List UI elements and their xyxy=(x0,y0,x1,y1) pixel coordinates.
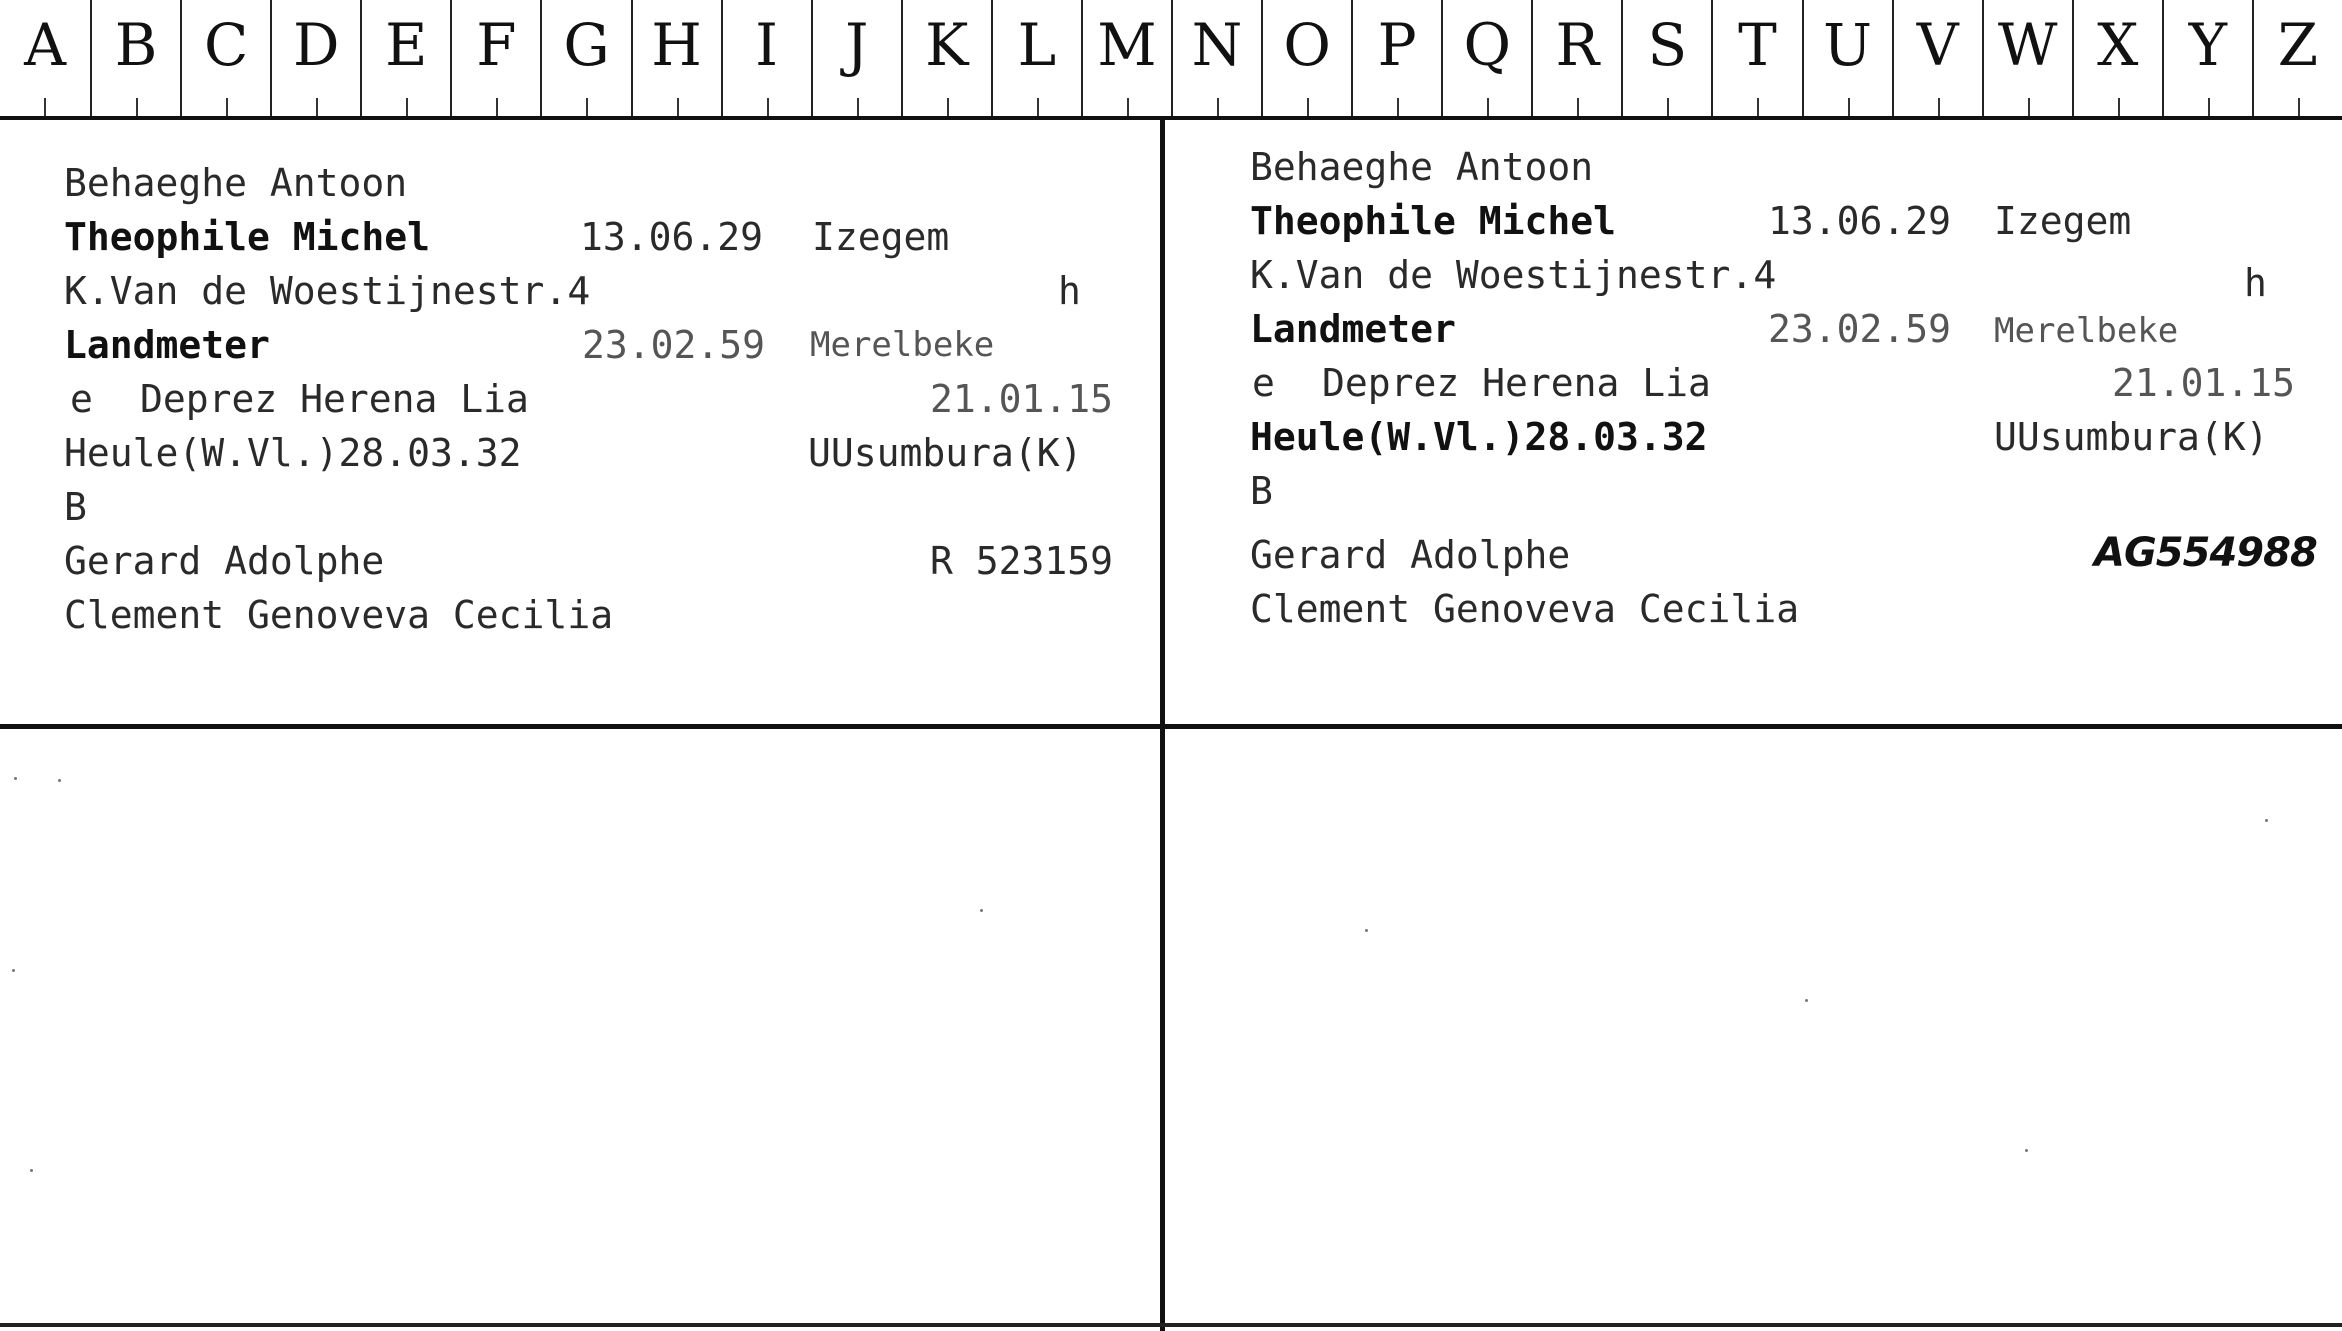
index-letter-d xyxy=(270,0,360,116)
index-letter-label: M xyxy=(1097,11,1157,79)
index-letter-z xyxy=(2252,0,2342,116)
index-letter-a xyxy=(0,0,90,116)
card-left-address: K.Van de Woestijnestr.4 xyxy=(64,269,591,313)
card-right-father: Gerard Adolphe xyxy=(1250,533,1571,577)
scan-speck xyxy=(2025,1149,2028,1152)
index-letter-m xyxy=(1081,0,1171,116)
index-tick-mark xyxy=(767,98,769,116)
card-left-surname: Behaeghe Antoon xyxy=(64,161,408,205)
index-letter-r xyxy=(1531,0,1621,116)
card-right-spouse-date: 21.01.15 xyxy=(2112,361,2296,405)
index-letter-label: W xyxy=(1997,11,2058,79)
scan-speck xyxy=(58,779,61,782)
index-letter-q xyxy=(1441,0,1531,116)
card-left-register-number: R 523159 xyxy=(930,539,1114,583)
index-letter-label: V xyxy=(1916,11,1959,79)
index-tick-mark xyxy=(2028,98,2030,116)
index-tick-mark xyxy=(2118,98,2120,116)
index-letter-label: H xyxy=(651,11,702,79)
index-tick-mark xyxy=(1217,98,1219,116)
index-letter-label: T xyxy=(1738,11,1777,79)
scan-speck xyxy=(12,969,15,972)
index-letter-g xyxy=(540,0,630,116)
index-letter-label: S xyxy=(1647,11,1688,79)
scan-speck xyxy=(980,909,983,912)
index-tick-mark xyxy=(2298,98,2300,116)
index-letter-label: B xyxy=(114,11,158,79)
index-letter-c xyxy=(180,0,270,116)
card-left-given-names: Theophile Michel xyxy=(64,215,431,259)
index-letter-u xyxy=(1802,0,1892,116)
card-right-code: B xyxy=(1250,469,1273,513)
card-left-marriage-place: Merelbeke xyxy=(810,325,995,365)
card-left-spouse-prefix: e xyxy=(70,377,93,421)
index-letter-label: O xyxy=(1283,11,1331,79)
index-letter-label: N xyxy=(1191,11,1243,79)
card-divider-bottom xyxy=(0,1323,2342,1327)
index-tick-mark xyxy=(857,98,859,116)
card-right-spouse-prefix: e xyxy=(1252,361,1275,405)
card-right-birth-date: 13.06.29 xyxy=(1768,199,1952,243)
index-letter-label: U xyxy=(1823,11,1872,79)
index-letter-i xyxy=(721,0,811,116)
card-right-birth-place: Izegem xyxy=(1994,199,2132,243)
index-letter-h xyxy=(631,0,721,116)
index-letter-label: Q xyxy=(1463,11,1512,79)
index-letter-f xyxy=(450,0,540,116)
index-tick-mark xyxy=(1307,98,1309,116)
index-letter-label: D xyxy=(292,11,340,79)
index-tick-mark xyxy=(1848,98,1850,116)
index-letter-j xyxy=(811,0,901,116)
index-letter-b xyxy=(90,0,180,116)
empty-card-lower-left xyxy=(0,729,1160,1323)
index-tick-mark xyxy=(1757,98,1759,116)
index-tick-mark xyxy=(496,98,498,116)
index-letter-label: Z xyxy=(2277,11,2319,79)
card-left-spouse-date: 21.01.15 xyxy=(930,377,1114,421)
index-letter-w xyxy=(1982,0,2072,116)
index-letter-label: P xyxy=(1377,11,1417,79)
index-tick-mark xyxy=(1127,98,1129,116)
card-right-register-stamp: AG554988 xyxy=(2094,530,2317,576)
index-letter-label: A xyxy=(24,11,66,79)
index-tick-mark xyxy=(1667,98,1669,116)
card-right-address: K.Van de Woestijnestr.4 xyxy=(1250,253,1777,297)
index-tick-mark xyxy=(677,98,679,116)
index-letter-label: Y xyxy=(2188,11,2228,79)
index-letter-s xyxy=(1621,0,1711,116)
scan-speck xyxy=(1805,999,1808,1002)
index-letter-y xyxy=(2162,0,2252,116)
index-letter-label: R xyxy=(1555,11,1600,79)
card-right-given-names: Theophile Michel xyxy=(1250,199,1617,243)
index-tick-mark xyxy=(2208,98,2210,116)
alphabet-index-strip xyxy=(0,0,2342,120)
scan-speck xyxy=(1365,929,1368,932)
index-tick-mark xyxy=(586,98,588,116)
scan-speck xyxy=(14,777,17,780)
index-tick-mark xyxy=(1938,98,1940,116)
card-left-marker: h xyxy=(1058,269,1081,313)
index-tick-mark xyxy=(1037,98,1039,116)
index-letter-o xyxy=(1261,0,1351,116)
index-letter-label: J xyxy=(845,11,869,79)
index-tick-mark xyxy=(1487,98,1489,116)
index-tick-mark xyxy=(44,98,46,116)
index-letter-label: K xyxy=(925,11,969,79)
index-letter-label: C xyxy=(203,11,249,79)
record-card-left xyxy=(0,120,1164,728)
index-tick-mark xyxy=(316,98,318,116)
card-right-spouse-birth: Heule(W.Vl.)28.03.32 xyxy=(1250,415,1708,459)
scan-speck xyxy=(30,1169,33,1172)
card-left-spouse-place: UUsumbura(K) xyxy=(808,431,1083,475)
scan-speck xyxy=(2265,819,2268,822)
card-left-mother: Clement Genoveva Cecilia xyxy=(64,593,614,637)
card-left-birth-date: 13.06.29 xyxy=(580,215,764,259)
index-tick-mark xyxy=(226,98,228,116)
index-letter-t xyxy=(1711,0,1801,116)
card-right-profession: Landmeter xyxy=(1250,307,1456,351)
index-letter-label: L xyxy=(1017,11,1057,79)
index-letter-label: E xyxy=(385,11,428,79)
index-letter-x xyxy=(2072,0,2162,116)
index-letter-l xyxy=(991,0,1081,116)
card-right-surname: Behaeghe Antoon xyxy=(1250,145,1594,189)
index-letter-p xyxy=(1351,0,1441,116)
card-left-code: B xyxy=(64,485,87,529)
card-left-profession: Landmeter xyxy=(64,323,270,367)
card-left-spouse-birth: Heule(W.Vl.)28.03.32 xyxy=(64,431,522,475)
index-tick-mark xyxy=(1577,98,1579,116)
index-letter-v xyxy=(1892,0,1982,116)
index-tick-mark xyxy=(947,98,949,116)
index-tick-mark xyxy=(136,98,138,116)
card-right-spouse-place: UUsumbura(K) xyxy=(1994,415,2269,459)
card-left-spouse-name: Deprez Herena Lia xyxy=(140,377,529,421)
index-letter-label: F xyxy=(476,11,517,79)
index-letter-label: G xyxy=(563,11,610,79)
empty-card-lower-right xyxy=(1165,729,2342,1323)
index-tick-mark xyxy=(406,98,408,116)
index-tick-mark xyxy=(1397,98,1399,116)
record-card-right xyxy=(1166,120,2342,728)
card-right-marriage-place: Merelbeke xyxy=(1994,311,2179,351)
index-letter-e xyxy=(360,0,450,116)
card-right-spouse-name: Deprez Herena Lia xyxy=(1322,361,1711,405)
index-letter-k xyxy=(901,0,991,116)
card-left-father: Gerard Adolphe xyxy=(64,539,385,583)
card-right-mother: Clement Genoveva Cecilia xyxy=(1250,587,1800,631)
index-letter-label: X xyxy=(2097,11,2139,79)
index-letter-label: I xyxy=(755,11,779,79)
index-letter-n xyxy=(1171,0,1261,116)
card-right-marriage-date: 23.02.59 xyxy=(1768,307,1952,351)
card-right-marker: h xyxy=(2244,261,2267,305)
card-left-birth-place: Izegem xyxy=(812,215,950,259)
card-left-marriage-date: 23.02.59 xyxy=(582,323,766,367)
card-divider-horizontal xyxy=(0,724,2342,729)
